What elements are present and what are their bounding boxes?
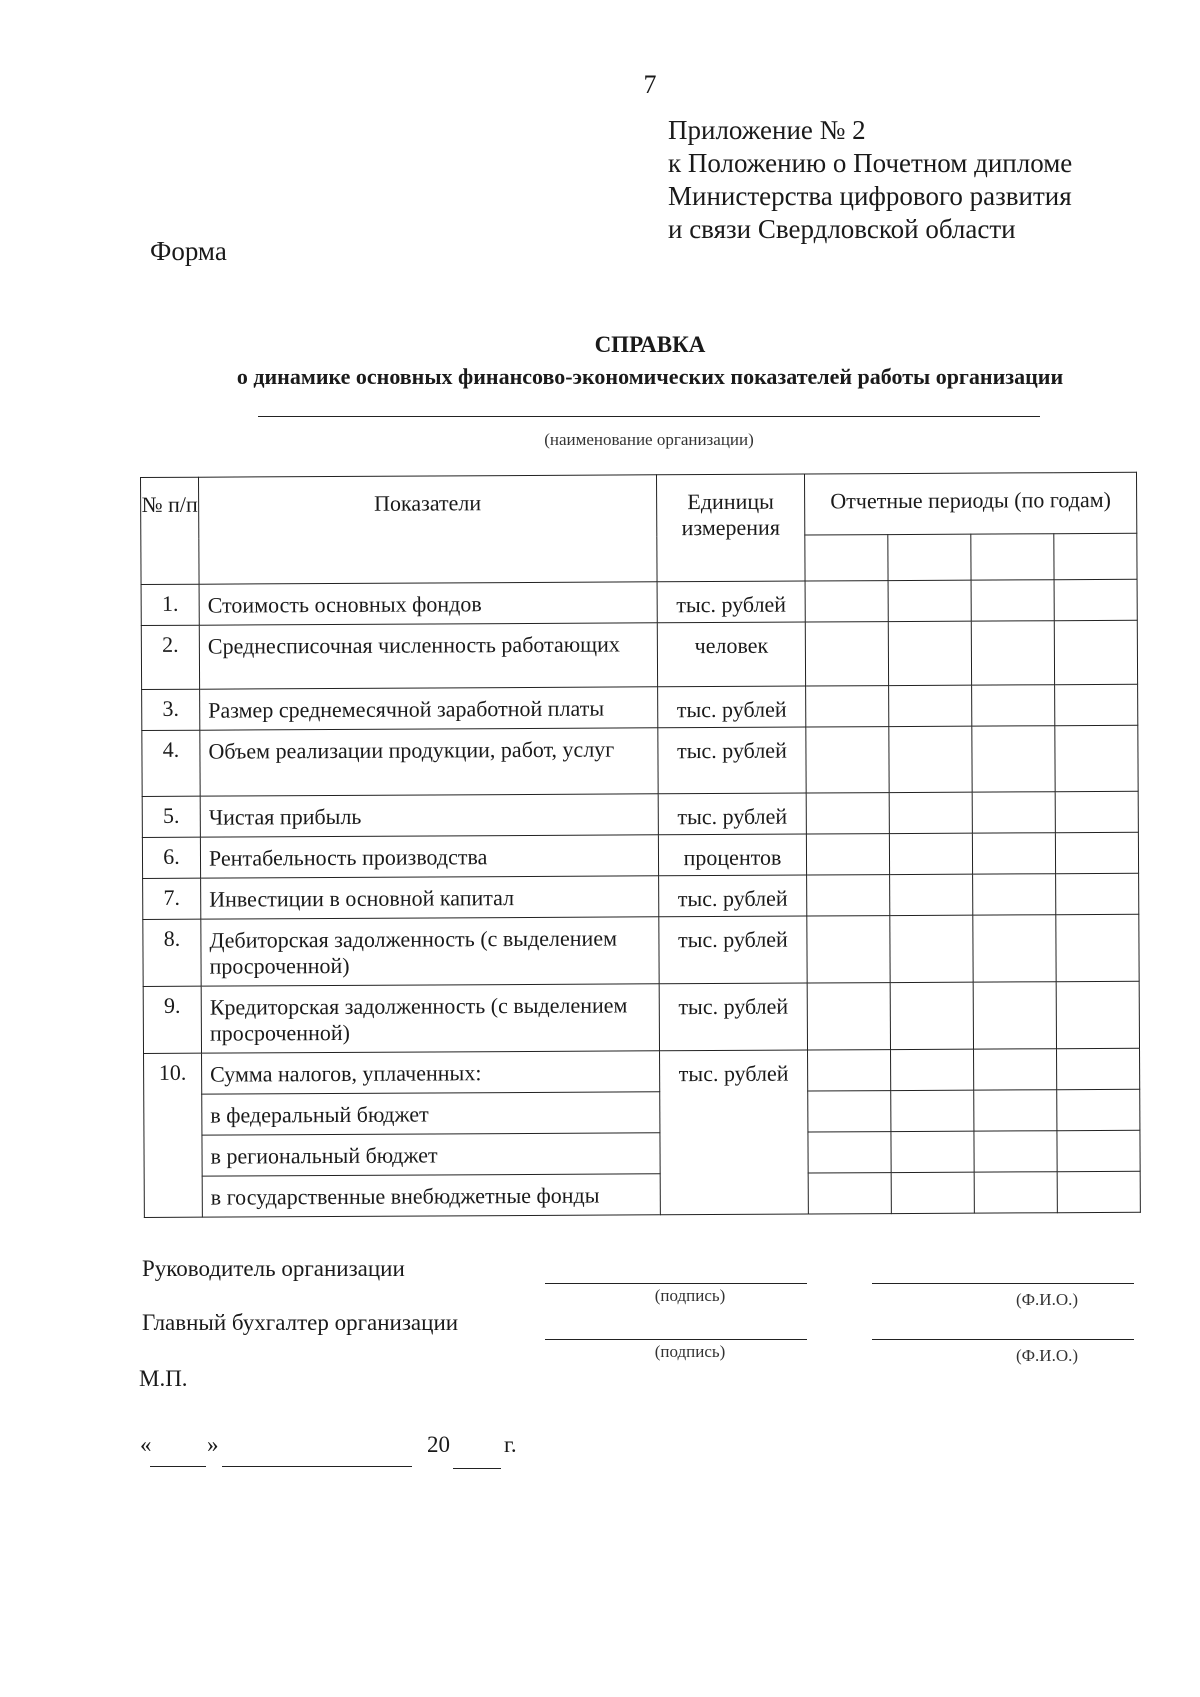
value-cell[interactable] bbox=[889, 833, 972, 874]
tax-subrow-federal: в федеральный бюджет bbox=[202, 1092, 660, 1135]
value-cell[interactable] bbox=[889, 792, 972, 833]
value-cell[interactable] bbox=[973, 874, 1056, 915]
date-year-suffix: г. bbox=[504, 1432, 517, 1457]
row-number: 7. bbox=[143, 878, 201, 919]
row-number: 3. bbox=[142, 689, 200, 730]
table-row bbox=[144, 1048, 1140, 1094]
date-year-line[interactable] bbox=[453, 1468, 501, 1469]
value-cell[interactable] bbox=[972, 685, 1055, 726]
row-unit: тыс. рублей bbox=[659, 875, 807, 917]
table-row bbox=[144, 1130, 1140, 1176]
row-indicator: Размер среднемесячной заработной платы bbox=[200, 687, 658, 730]
value-cell[interactable] bbox=[1055, 725, 1138, 791]
date-open-quote: « bbox=[140, 1432, 152, 1457]
table-row bbox=[143, 873, 1139, 919]
value-cell[interactable] bbox=[891, 1131, 974, 1172]
value-cell[interactable] bbox=[808, 1050, 891, 1091]
value-cell[interactable] bbox=[889, 726, 972, 792]
header-indicator: Показатели bbox=[199, 475, 658, 584]
row-unit: человек bbox=[657, 622, 805, 687]
table-row bbox=[143, 914, 1139, 986]
value-cell[interactable] bbox=[972, 792, 1055, 833]
header-periods: Отчетные периоды (по годам) bbox=[804, 472, 1136, 535]
row-indicator: Среднесписочная численность работающих bbox=[199, 623, 657, 689]
row-unit: тыс. рублей bbox=[658, 727, 806, 794]
row-unit: тыс. рублей bbox=[659, 983, 807, 1051]
accountant-signature-line[interactable] bbox=[545, 1339, 807, 1340]
value-cell[interactable] bbox=[807, 875, 890, 916]
value-cell[interactable] bbox=[805, 581, 888, 622]
row-number: 9. bbox=[143, 986, 201, 1053]
value-cell[interactable] bbox=[974, 1090, 1057, 1131]
date-month-line[interactable] bbox=[222, 1466, 412, 1467]
period-header-cell[interactable] bbox=[888, 534, 971, 580]
row-unit: тыс. рублей bbox=[660, 1050, 809, 1215]
form-label: Форма bbox=[150, 236, 227, 266]
accountant-name-line[interactable] bbox=[872, 1339, 1134, 1340]
value-cell[interactable] bbox=[1057, 1130, 1140, 1171]
value-cell[interactable] bbox=[1054, 620, 1137, 684]
head-signature-line[interactable] bbox=[545, 1283, 807, 1284]
head-name-line[interactable] bbox=[872, 1283, 1134, 1284]
appendix-line: и связи Свердловской области bbox=[668, 214, 1016, 244]
appendix-line: к Положению о Почетном дипломе bbox=[668, 148, 1073, 178]
period-header-cell[interactable] bbox=[1054, 533, 1137, 579]
row-number: 8. bbox=[143, 919, 201, 986]
row-number: 10. bbox=[144, 1053, 203, 1217]
value-cell[interactable] bbox=[971, 621, 1054, 685]
row-number: 4. bbox=[142, 730, 200, 796]
value-cell[interactable] bbox=[806, 686, 889, 727]
value-cell[interactable] bbox=[890, 915, 973, 982]
page-number: 7 bbox=[643, 70, 657, 99]
date-year-prefix: 20 bbox=[427, 1432, 450, 1457]
table-row bbox=[142, 725, 1138, 796]
row-number: 1. bbox=[141, 584, 199, 625]
value-cell[interactable] bbox=[974, 1131, 1057, 1172]
value-cell[interactable] bbox=[807, 983, 890, 1050]
value-cell[interactable] bbox=[807, 916, 890, 983]
value-cell[interactable] bbox=[889, 685, 972, 726]
row-indicator: Инвестиции в основной капитал bbox=[201, 876, 659, 919]
value-cell[interactable] bbox=[808, 1132, 891, 1173]
row-unit: тыс. рублей bbox=[657, 581, 805, 623]
value-cell[interactable] bbox=[806, 834, 889, 875]
organization-name-line[interactable] bbox=[258, 416, 1040, 417]
value-cell[interactable] bbox=[974, 1049, 1057, 1090]
value-cell[interactable] bbox=[808, 1091, 891, 1132]
row-indicator: Дебиторская задолженность (с выделением просроченной) bbox=[201, 917, 659, 986]
accountant-name-caption: (Ф.И.О.) bbox=[1015, 1346, 1079, 1365]
date-close-quote: » bbox=[207, 1432, 219, 1457]
value-cell[interactable] bbox=[973, 982, 1056, 1049]
value-cell[interactable] bbox=[972, 833, 1055, 874]
stamp-label: М.П. bbox=[139, 1366, 188, 1391]
table-row bbox=[144, 1171, 1140, 1217]
value-cell[interactable] bbox=[888, 621, 971, 685]
value-cell[interactable] bbox=[972, 726, 1055, 792]
row-indicator: Стоимость основных фондов bbox=[199, 582, 657, 625]
value-cell[interactable] bbox=[973, 915, 1056, 982]
header-unit: Единицы измерения bbox=[656, 474, 805, 582]
appendix-line: Министерства цифрового развития bbox=[668, 181, 1072, 211]
head-signature-caption: (подпись) bbox=[654, 1286, 726, 1305]
value-cell[interactable] bbox=[1057, 1171, 1140, 1212]
chief-accountant-label: Главный бухгалтер организации bbox=[142, 1310, 459, 1335]
table-row bbox=[143, 981, 1139, 1053]
value-cell[interactable] bbox=[888, 580, 971, 621]
table-row bbox=[144, 1089, 1140, 1135]
row-indicator: Чистая прибыль bbox=[200, 794, 658, 837]
head-of-organization-label: Руководитель организации bbox=[142, 1256, 405, 1281]
value-cell[interactable] bbox=[1057, 1048, 1140, 1089]
row-unit: процентов bbox=[658, 834, 806, 876]
row-number: 5. bbox=[142, 796, 200, 837]
row-unit: тыс. рублей bbox=[658, 793, 806, 835]
value-cell[interactable] bbox=[1054, 579, 1137, 620]
table-row bbox=[142, 791, 1138, 837]
value-cell[interactable] bbox=[891, 1172, 974, 1213]
table-row bbox=[142, 684, 1138, 730]
period-header-cell[interactable] bbox=[971, 534, 1054, 580]
document-title: СПРАВКА bbox=[594, 332, 706, 357]
value-cell[interactable] bbox=[1056, 981, 1139, 1048]
value-cell[interactable] bbox=[806, 727, 889, 793]
table-row bbox=[141, 579, 1137, 625]
appendix-line: Приложение № 2 bbox=[668, 115, 866, 145]
value-cell[interactable] bbox=[890, 982, 973, 1049]
value-cell[interactable] bbox=[1055, 684, 1138, 725]
organization-name-caption: (наименование организации) bbox=[544, 430, 754, 449]
row-unit: тыс. рублей bbox=[659, 916, 807, 984]
period-header-cell[interactable] bbox=[805, 535, 888, 581]
date-day-line[interactable] bbox=[150, 1466, 206, 1467]
header-number: № п/п bbox=[141, 477, 200, 584]
accountant-signature-caption: (подпись) bbox=[654, 1342, 726, 1361]
tax-subrow-regional: в региональный бюджет bbox=[202, 1133, 660, 1176]
tax-subrow-offbudget: в государственные внебюджетные фонды bbox=[202, 1174, 660, 1217]
value-cell[interactable] bbox=[808, 1173, 891, 1214]
value-cell[interactable] bbox=[974, 1172, 1057, 1213]
table-row bbox=[141, 620, 1137, 689]
head-name-caption: (Ф.И.О.) bbox=[1015, 1290, 1079, 1309]
row-indicator: Рентабельность производства bbox=[200, 835, 658, 878]
value-cell[interactable] bbox=[1055, 832, 1138, 873]
table-row bbox=[142, 832, 1138, 878]
value-cell[interactable] bbox=[1055, 791, 1138, 832]
row-indicator: Объем реализации продукции, работ, услуг bbox=[200, 728, 658, 796]
value-cell[interactable] bbox=[891, 1049, 974, 1090]
value-cell[interactable] bbox=[1057, 1089, 1140, 1130]
appendix-block bbox=[668, 114, 1072, 246]
value-cell[interactable] bbox=[1056, 914, 1139, 981]
value-cell[interactable] bbox=[805, 622, 888, 686]
row-indicator: Кредиторская задолженность (с выделением просроченной) bbox=[201, 984, 659, 1053]
value-cell[interactable] bbox=[891, 1090, 974, 1131]
value-cell[interactable] bbox=[806, 793, 889, 834]
value-cell[interactable] bbox=[1056, 873, 1139, 914]
row-number: 6. bbox=[142, 837, 200, 878]
row-indicator: Сумма налогов, уплаченных: bbox=[202, 1051, 660, 1094]
row-unit: тыс. рублей bbox=[658, 686, 806, 728]
value-cell[interactable] bbox=[971, 580, 1054, 621]
indicators-table bbox=[140, 472, 1141, 1218]
value-cell[interactable] bbox=[890, 874, 973, 915]
row-number: 2. bbox=[141, 625, 199, 689]
document-subtitle: о динамике основных финансово-экономических показателей работы организации bbox=[236, 364, 1064, 389]
